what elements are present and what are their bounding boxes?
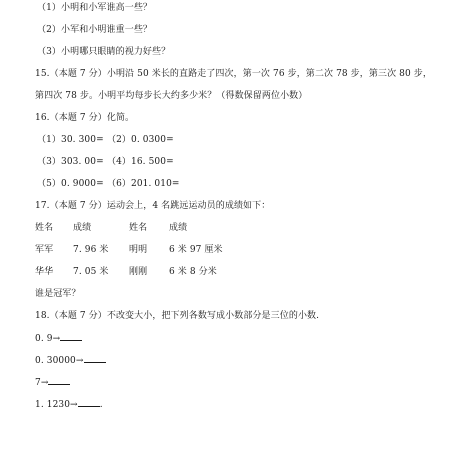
- q16-row-1: [37, 134, 174, 146]
- q16-title: 16.（本题 7 分）化简。: [35, 113, 135, 123]
- q17-header-row: [35, 222, 229, 234]
- q17-header-score-1: 成绩: [73, 223, 92, 233]
- q14-sub2: （2）小军和小明谁重一些？: [37, 25, 153, 35]
- q17-header-name-2: 姓名: [129, 223, 148, 233]
- q14-sub3: （3）小明哪只眼睛的视力好些？: [37, 47, 171, 57]
- q15-line2: 第四次 78 步。小明平均每步长大约多少米？（得数保留两位小数）: [35, 91, 308, 101]
- q17-cell-name: 明明: [129, 245, 148, 255]
- q18-item-text: 7→: [35, 378, 49, 388]
- answer-blank[interactable]: [60, 332, 82, 341]
- q17-header-score-2: 成绩: [169, 223, 188, 233]
- q18-item-1: [35, 332, 82, 345]
- q18-item-text: 1. 1230→: [35, 400, 78, 410]
- q16-item-6: （6）201. 010=: [107, 179, 180, 189]
- q17-header-name-1: 姓名: [35, 223, 54, 233]
- q18-title: 18.（本题 7 分）不改变大小，把下列各数写成小数部分是三位的小数.: [35, 311, 320, 321]
- q17-cell-name: 刚刚: [129, 267, 148, 277]
- answer-blank[interactable]: [48, 376, 70, 385]
- q17-cell-score: 7. 05 米: [73, 267, 109, 277]
- q17-cell-score: 6 米 97 厘米: [169, 245, 223, 255]
- q16-row-3: [37, 178, 180, 190]
- q17-cell-name: 军军: [35, 245, 54, 255]
- q16-item-2: （2）0. 0300=: [107, 135, 174, 145]
- q16-item-3: （3）303. 00=: [37, 157, 104, 167]
- q16-item-1: （1）30. 300=: [37, 135, 104, 145]
- q18-item-2: [35, 354, 106, 367]
- q18-item-3: [35, 376, 70, 389]
- answer-blank[interactable]: [78, 398, 100, 407]
- q17-row-2: [35, 266, 229, 278]
- q17-title: 17.（本题 7 分）运动会上，4 名跳远运动员的成绩如下：: [35, 201, 271, 211]
- q18-item-4: [35, 398, 103, 411]
- q17-row-1: [35, 244, 229, 256]
- answer-blank[interactable]: [84, 354, 106, 363]
- q16-item-4: （4）16. 500=: [107, 157, 174, 167]
- q17-cell-score: 6 米 8 分米: [169, 267, 217, 277]
- q17-question: 谁是冠军？: [35, 289, 81, 299]
- q18-item-text: 0. 9→: [35, 334, 61, 344]
- q18-trailing-period: .: [99, 400, 103, 410]
- q14-sub1: （1）小明和小军谁高一些？: [37, 3, 153, 13]
- q16-item-5: （5）0. 9000=: [37, 179, 104, 189]
- q15-line1: 15.（本题 7 分）小明沿 50 米长的直路走了四次，第一次 76 步，第二次 78 步，第三次 80 步，: [35, 69, 432, 79]
- q16-row-2: [37, 156, 174, 168]
- q17-cell-name: 华华: [35, 267, 54, 277]
- q18-item-text: 0. 30000→: [35, 356, 84, 366]
- q17-cell-score: 7. 96 米: [73, 245, 109, 255]
